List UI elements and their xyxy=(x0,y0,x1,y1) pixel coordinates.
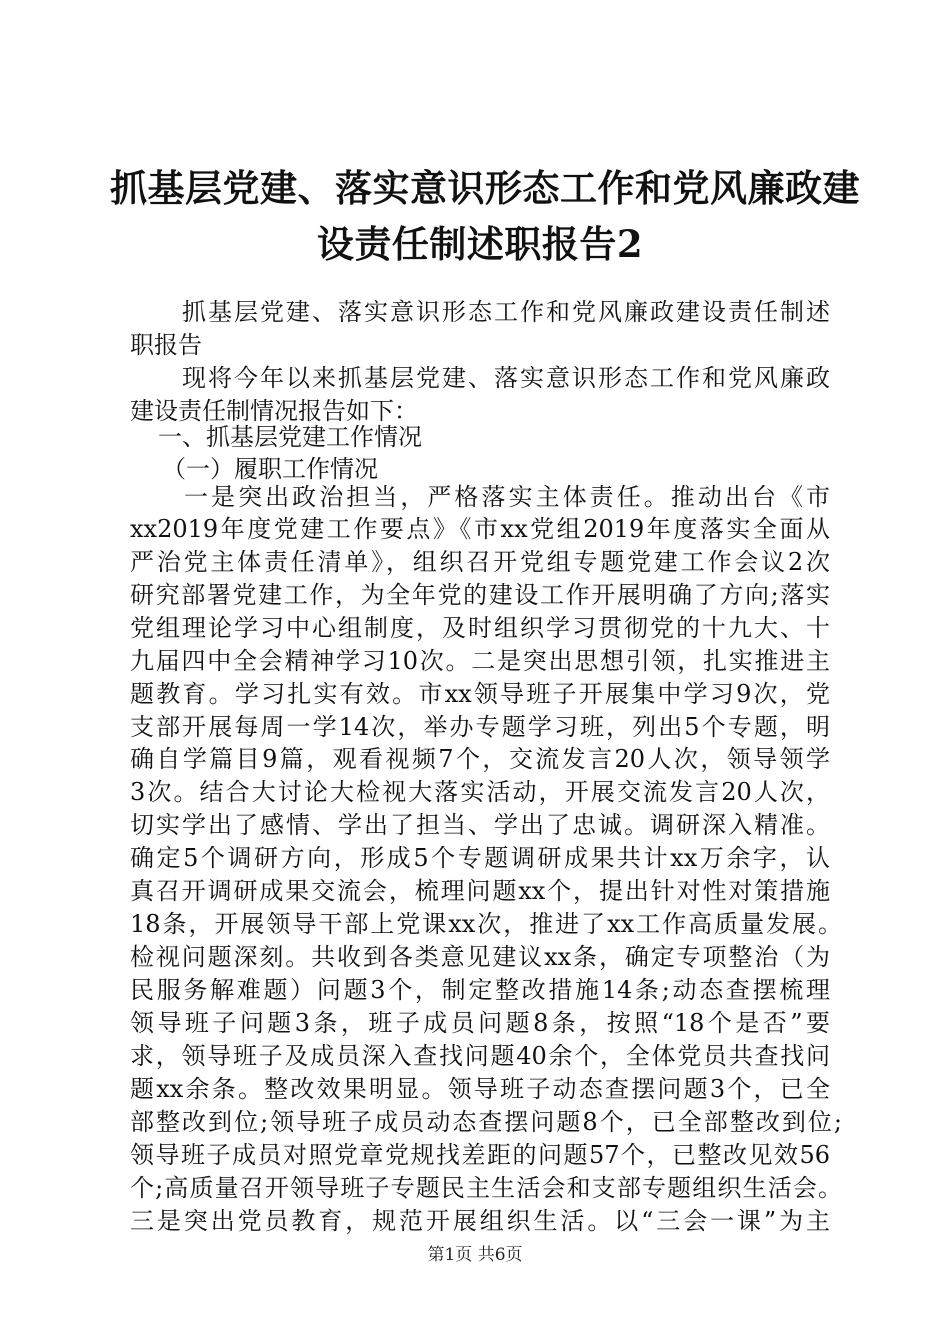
body-text-line: 党组理论学习中心组制度，及时组织学习贯彻党的十九大、十 xyxy=(130,614,830,642)
body-text-line: 支部开展每周一学14次，举办专题学习班，列出5个专题，明 xyxy=(130,713,830,741)
body-text-line: 领导班子成员对照党章党规找差距的问题57个，已整改见效56 xyxy=(130,1141,830,1169)
body-text-line: 一、抓基层党建工作情况 xyxy=(158,423,422,451)
body-text-line: （一）履职工作情况 xyxy=(162,455,378,483)
body-text-line: 九届四中全会精神学习10次。二是突出思想引领，扎实推进主 xyxy=(130,647,830,675)
body-text-line: xx2019年度党建工作要点》《市xx党组2019年度落实全面从 xyxy=(130,515,830,543)
body-text-line: 18条，开展领导干部上党课xx次，推进了xx工作高质量发展。 xyxy=(130,910,842,938)
body-text-line: 3次。结合大讨论大检视大落实活动，开展交流发言20人次， xyxy=(130,778,830,806)
body-text-line: 切实学出了感情、学出了担当、学出了忠诚。调研深入精准。 xyxy=(130,811,830,839)
body-text-line: 题教育。学习扎实有效。市xx领导班子开展集中学习9次，党 xyxy=(130,680,830,708)
body-text-line: 职报告 xyxy=(130,331,202,359)
body-text-line: 个;高质量召开领导班子专题民主生活会和支部专题组织生活会。 xyxy=(130,1174,842,1202)
document-title-line-2: 设责任制述职报告2 xyxy=(316,222,644,266)
body-text-line: 抓基层党建、落实意识形态工作和党风廉政建设责任制述 xyxy=(182,298,830,326)
body-text-line: 研究部署党建工作，为全年党的建设工作开展明确了方向;落实 xyxy=(130,581,830,609)
body-text-line: 现将今年以来抓基层党建、落实意识形态工作和党风廉政 xyxy=(182,364,830,392)
body-text-line: 建设责任制情况报告如下： xyxy=(130,397,418,425)
body-text-line: 一是突出政治担当，严格落实主体责任。推动出台《市 xyxy=(184,483,830,511)
body-text-line: 确自学篇目9篇，观看视频7个，交流发言20人次，领导领学 xyxy=(130,745,830,773)
body-text-line: 领导班子问题3条，班子成员问题8条，按照“18个是否”要 xyxy=(130,1009,830,1037)
body-text-line: 部整改到位;领导班子成员动态查摆问题8个，已全部整改到位; xyxy=(130,1108,842,1136)
body-text-line: 严治党主体责任清单》，组织召开党组专题党建工作会议2次 xyxy=(130,548,830,576)
body-text-line: 真召开调研成果交流会，梳理问题xx个，提出针对性对策措施 xyxy=(130,877,830,905)
body-text-line: 题xx余条。整改效果明显。领导班子动态查摆问题3个，已全 xyxy=(130,1075,830,1103)
body-text-line: 求，领导班子及成员深入查找问题40余个，全体党员共查找问 xyxy=(130,1042,830,1070)
body-text-line: 确定5个调研方向，形成5个专题调研成果共计xx万余字，认 xyxy=(130,844,830,872)
page-footer: 第1页 共6页 xyxy=(427,1245,523,1265)
body-text-line: 检视问题深刻。共收到各类意见建议xx条，确定专项整治（为 xyxy=(130,943,830,971)
body-text-line: 民服务解难题）问题3个，制定整改措施14条;动态查摆梳理 xyxy=(130,976,830,1004)
body-text-line: 三是突出党员教育，规范开展组织生活。以“三会一课”为主 xyxy=(130,1207,830,1235)
document-title-line-1: 抓基层党建、落实意识形态工作和党风廉政建 xyxy=(110,166,860,210)
